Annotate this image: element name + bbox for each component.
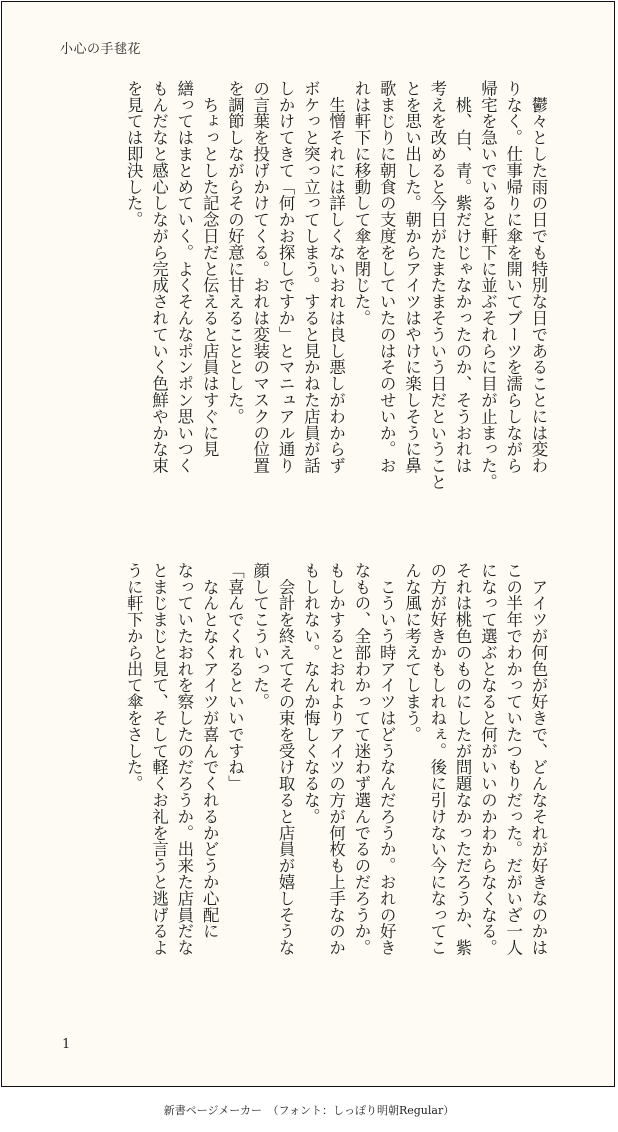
text-line: んな風に考えてしまう。 <box>402 562 422 743</box>
text-line: 「喜んでくれるといいですね」 <box>225 562 245 792</box>
text-line: うに軒下から出て傘をさした。 <box>124 562 144 792</box>
text-line: ちょっとした記念日だと伝えると店員はすぐに見 <box>200 80 220 458</box>
running-header: 小心の手毬花 <box>60 42 142 57</box>
text-line: を調節しながらその好意に甘えることとした。 <box>225 80 245 425</box>
text-line: 歌まじりに朝食の支度をしていたのはそのせいか。お <box>377 80 397 474</box>
footer-credit: 新書ページメーカー （フォント：しっぽり明朝Regular） <box>163 1104 455 1117</box>
text-line: 会計を終えてその束を受け取ると店員が嬉しそうな <box>276 562 296 956</box>
text-line: 顔してこういった。 <box>250 562 270 710</box>
text-line: を見ては即決した。 <box>124 80 144 228</box>
text-line: もしれない。なんか悔しくなるな。 <box>301 562 321 825</box>
text-line: こういう時アイツはどうなんだろうか。おれの好き <box>377 562 397 956</box>
text-line: もんだなと感心しながら完成されていく色鮮やかな束 <box>149 80 169 474</box>
text-line: れは軒下に移動して傘を閉じた。 <box>351 80 371 326</box>
text-line: 鬱々とした雨の日でも特別な日であることには変わ <box>529 80 548 474</box>
page-number: 1 <box>62 1037 71 1052</box>
text-line: の方が好きかもしれねぇ。後に引けない今になってこ <box>427 562 447 956</box>
text-block-top <box>121 80 551 530</box>
text-line: とまじまじと見て、そして軽くお礼を言うと逃げるよ <box>149 562 169 956</box>
text-line: アイツが何色が好きで、どんなそれが好きなのかは <box>529 562 548 956</box>
text-line: 桃、白、青。紫だけじゃなかったのか、そうおれは <box>453 80 473 474</box>
text-line: ボケっと突っ立ってしまう。すると見かねた店員が話 <box>301 80 321 474</box>
text-line: なもの、全部わかってて迷わず選んでるのだろうか。 <box>351 562 371 956</box>
text-line: になって選ぶとなると何がいいのかわからなくなる。 <box>478 562 498 956</box>
text-line: りなく。仕事帰りに傘を開いてブーツを濡らしながら <box>503 80 523 474</box>
text-line: なんとなくアイツが喜んでくれるかどうか心配に <box>200 562 220 940</box>
text-line: とを思い出した。朝からアイツはやけに楽しそうに鼻 <box>402 80 422 474</box>
text-line: なっていたおれを察したのだろうか。出来た店員だな <box>174 562 194 956</box>
text-line: しかけてきて「何かお探しですか」とマニュアル通り <box>276 80 296 474</box>
text-line: もしかするとおれよりアイツの方が何枚も上手なのか <box>326 562 346 956</box>
text-block-bottom <box>121 562 551 1012</box>
text-line: の言葉を投げかけてくる。おれは変装のマスクの位置 <box>250 80 270 474</box>
text-line: 繕ってはまとめていく。よくそんなポンポン思いつく <box>174 80 194 474</box>
text-line: この半年でわかっていたつもりだった。だがいざ一人 <box>503 562 523 956</box>
text-line: 考えを改めると今日がたまたまそういう日だということ <box>427 80 447 490</box>
text-line: それは桃色のものにしたが問題なかっただろうか、紫 <box>453 562 473 956</box>
text-line: 帰宅を急いでいると軒下に並ぶそれらに目が止まった。 <box>478 80 498 490</box>
text-line: 生憎それには詳しくないおれは良し悪しがわからず <box>326 80 346 474</box>
book-page <box>1 1 615 1087</box>
